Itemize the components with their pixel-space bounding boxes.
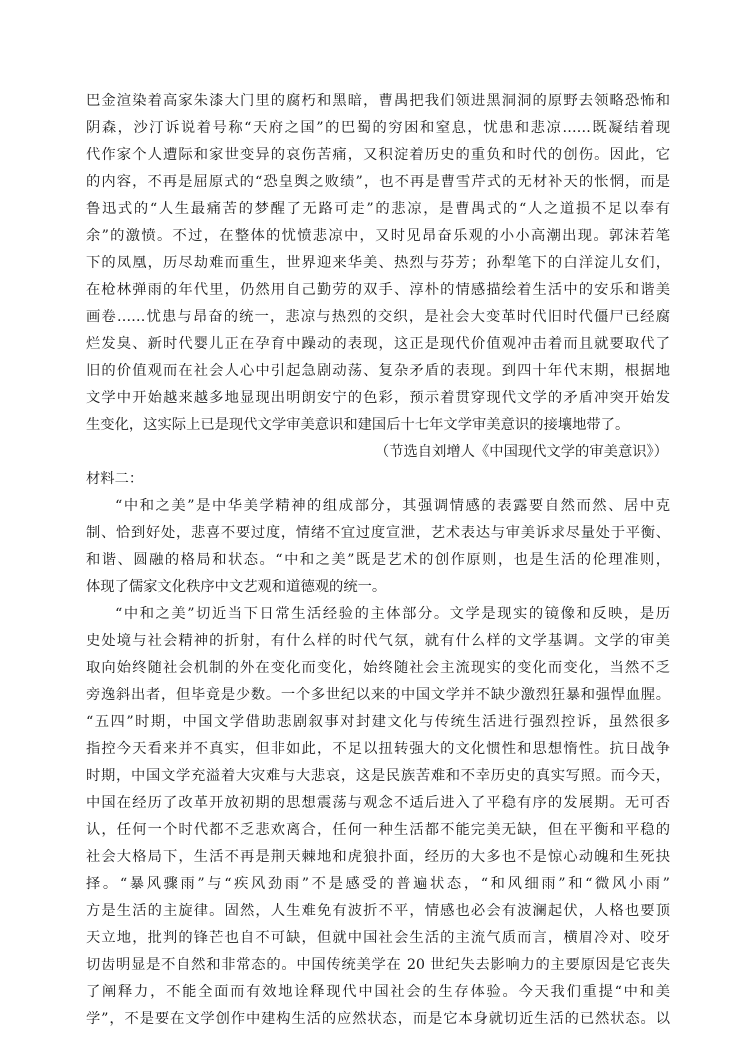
text-line: 天立地，批判的锋芒也自不可缺，但就中国社会生活的主流气质而言，横眉冷对、咬牙 xyxy=(86,930,670,946)
text-line: 的内容，不再是屈原式的“恐皇舆之败绩”，也不再是曹雪芹式的无材补天的怅惘，而是 xyxy=(86,174,670,190)
text-line: 在枪林弹雨的年代里，仍然用自己勤劳的双手、淳朴的情感描绘着生活中的安乐和谐美 xyxy=(86,282,670,298)
text-line: 下的凤凰，历尽劫难而重生，世界迎来华美、热烈与芬芳；孙犁笔下的白洋淀儿女们， xyxy=(86,255,670,271)
paragraph-2 xyxy=(86,493,670,601)
text-line: 学”，不是要在文学创作中建构生活的应然状态，而是它本身就切近生活的已然状态。以 xyxy=(86,1011,670,1027)
text-line: 和谐、圆融的格局和状态。“中和之美”既是艺术的创作原则，也是生活的伦理准则， xyxy=(86,552,670,568)
text-line: 文学中开始越来越多地显现出明朗安宁的色彩，预示着贯穿现代文学的矛盾冲突开始发 xyxy=(86,390,670,406)
text-line: 方是生活的主旋律。固然，人生难免有波折不平，情感也必会有波澜起伏，人格也要顶 xyxy=(86,903,670,919)
text-line: 认，任何一个时代都不乏悲欢离合，任何一种生活都不能完美无缺，但在平衡和平稳的 xyxy=(86,822,670,838)
text-line: 余”的激愤。不过，在整体的忧愤悲凉中，又时见昂奋乐观的小小高潮出现。郭沫若笔 xyxy=(86,228,670,244)
text-line: 烂发臭、新时代婴儿正在孕育中躁动的表现，这正是现代价值观冲击着而且就要取代了 xyxy=(86,336,670,352)
text-line: 画卷……忧患与昂奋的统一，悲凉与热烈的交织，是社会大变革时代旧时代僵尸已经腐 xyxy=(86,309,670,325)
text-line: 巴金渲染着高家朱漆大门里的腐朽和黑暗，曹禺把我们领进黑洞洞的原野去领略恐怖和 xyxy=(86,93,670,109)
text-line: 旁逸斜出者，但毕竟是少数。一个多世纪以来的中国文学并不缺少激烈狂暴和强悍血腥。 xyxy=(86,687,670,703)
text-line: 时期，中国文学充溢着大灾难与大悲哀，这是民族苦难和不幸历史的真实写照。而今天， xyxy=(86,768,670,784)
text-line: 生变化，这实际上已是现代文学审美意识和建国后十七年文学审美意识的接壤地带了。 xyxy=(86,417,630,433)
text-line: 了阐释力，不能全面而有效地诠释现代中国社会的生存体验。今天我们重提“中和美 xyxy=(86,984,670,1000)
text-line: 指控今天看来并不真实，但非如此，不足以扭转强大的文化惯性和思想惰性。抗日战争 xyxy=(86,741,670,757)
source-citation: （节选自刘增人《中国现代文学的审美意识》） xyxy=(374,444,668,460)
section-heading: 材料二： xyxy=(86,471,144,487)
text-line: “五四”时期，中国文学借助悲剧叙事对封建文化与传统生活进行强烈控诉，虽然很多 xyxy=(86,714,670,730)
text-line: “中和之美”是中华美学精神的组成部分，其强调情感的表露要自然而然、居中克 xyxy=(115,498,670,514)
text-line: 取向始终随社会机制的外在变化而变化，始终随社会主流现实的变化而变化，当然不乏 xyxy=(86,660,670,676)
text-line: 制、恰到好处，悲喜不要过度，情绪不宜过度宣泄，艺术表达与审美诉求尽量处于平衡、 xyxy=(86,525,670,541)
paragraph-3 xyxy=(86,601,670,1033)
text-line: 鲁迅式的“人生最痛苦的梦醒了无路可走”的悲凉，是曹禺式的“人之道损不足以奉有 xyxy=(86,201,670,217)
text-line: 中国在经历了改革开放初期的思想震荡与观念不适后进入了平稳有序的发展期。无可否 xyxy=(86,795,670,811)
text-line: 史处境与社会精神的折射，有什么样的时代气氛，就有什么样的文学基调。文学的审美 xyxy=(86,633,670,649)
document-page xyxy=(86,88,670,1033)
text-line: “中和之美”切近当下日常生活经验的主体部分。文学是现实的镜像和反映，是历 xyxy=(115,606,670,622)
text-line: 体现了儒家文化秩序中文艺观和道德观的统一。 xyxy=(86,579,387,595)
text-line: 切齿明显是不自然和非常态的。中国传统美学在 20 世纪失去影响力的主要原因是它丧失 xyxy=(86,957,670,973)
text-line: 阴森，沙汀诉说着号称“天府之国”的巴蜀的穷困和窒息，忧患和悲凉……既凝结着现 xyxy=(86,120,670,136)
text-line: 社会大格局下，生活不再是荆天棘地和虎狼扑面，经历的大多也不是惊心动魄和生死抉 xyxy=(86,849,670,865)
paragraph-1 xyxy=(86,88,670,439)
text-line: 择。“暴风骤雨”与“疾风劲雨”不是感受的普遍状态，“和风细雨”和“微风小雨” xyxy=(86,876,670,892)
text-line: 旧的价值观而在社会人心中引起急剧动荡、复杂矛盾的表现。到四十年代末期，根据地 xyxy=(86,363,670,379)
text-line: 代作家个人遭际和家世变异的哀伤苦痛，又积淀着历史的重负和时代的创伤。因此，它 xyxy=(86,147,670,163)
